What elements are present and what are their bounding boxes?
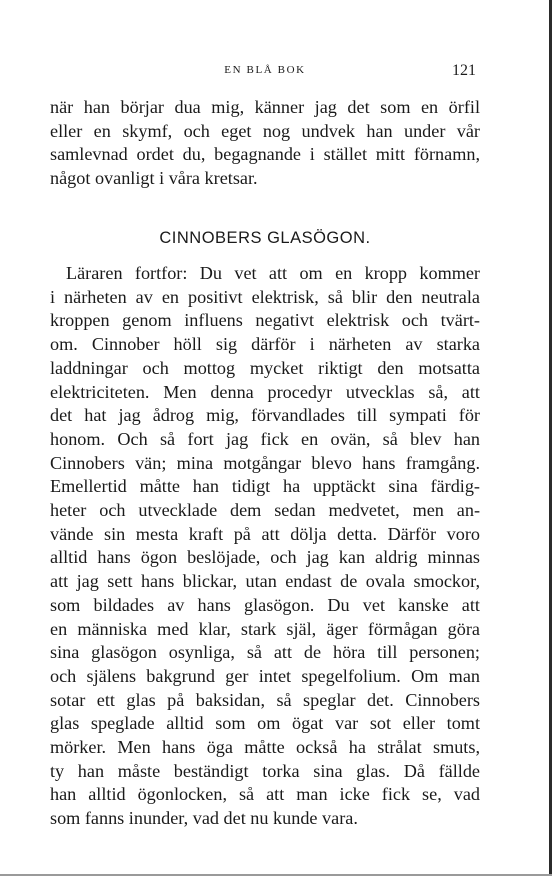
text-line: som fanns inunder, vad det nu kunde vara. [50,808,358,829]
text-line: Cinnobers vän; mina motgångar blevo hans framgång. [50,452,480,473]
text-line: heter och utvecklade dem sedan medvetet, men an- [50,500,480,521]
text-line: alltid hans ögon beslöjade, och jag kan aldrig minnas [50,547,480,568]
section-heading: CINNOBERS GLASÖGON. [159,229,371,247]
text-line: en människa med klar, stark själ, äger förmågan göra [50,618,480,639]
text-line: eller en skymf, och eget nog undvek han under vår [50,120,480,141]
running-head [0,62,552,80]
text-line: det hat jag ådrog mig, förvandlades till sympati för [50,405,480,426]
text-line: sotar ett glas på baksidan, så speglar det. Cinnobers [50,689,480,710]
text-line: mörker. Men hans öga måtte också ha strålat smuts, [50,737,480,758]
text-line: ty han måste beständigt torka sina glas. Då fällde [50,760,480,781]
running-title: EN BLÅ BOK [224,64,306,76]
text-line: att jag sett hans blickar, utan endast de ovala smockor, [50,571,480,592]
text-line: glas speglade alltid som om ögat var sot eller tomt [50,713,480,734]
text-line: laddningar och mottog mycket riktigt den motsatta [50,357,480,378]
page-number: 121 [452,62,476,79]
text-line: han alltid ögonlocken, så att man icke fick se, vad [50,784,480,805]
text-line: om. Cinnober höll sig därför i närheten av starka [50,334,480,355]
text-line: i närheten av en positivt elektrisk, så blir den neutrala [50,286,480,307]
text-line: när han börjar dua mig, känner jag det som en örfil [50,97,480,117]
text-line: sina glasögon osynliga, så att de höra till personen; [50,642,480,663]
intro-paragraph [50,96,480,191]
text-line: som bildades av hans glasögon. Du vet kanske att [50,594,480,615]
text-line: Läraren fortfor: Du vet att om en kropp kommer [66,263,480,283]
text-line: elektriciteten. Men denna procedyr utvecklas så, att [50,381,480,402]
text-line: och själens bakgrund ger intet spegelfolium. Om man [50,665,480,686]
text-line: Emellertid måtte han tidigt ha upptäckt sina färdig- [50,476,480,497]
text-line: kroppen genom influens negativt elektrisk och tvärt- [50,310,480,331]
text-line: något ovanligt i våra kretsar. [50,168,258,189]
body-paragraph [50,262,480,831]
text-line: vände sin mesta kraft på att dölja detta. Därför voro [50,523,480,544]
text-line: samlevnad ordet du, begagnande i stället mitt förnamn, [50,144,480,165]
text-line: honom. Och så fort jag fick en ovän, så blev han [50,428,480,449]
